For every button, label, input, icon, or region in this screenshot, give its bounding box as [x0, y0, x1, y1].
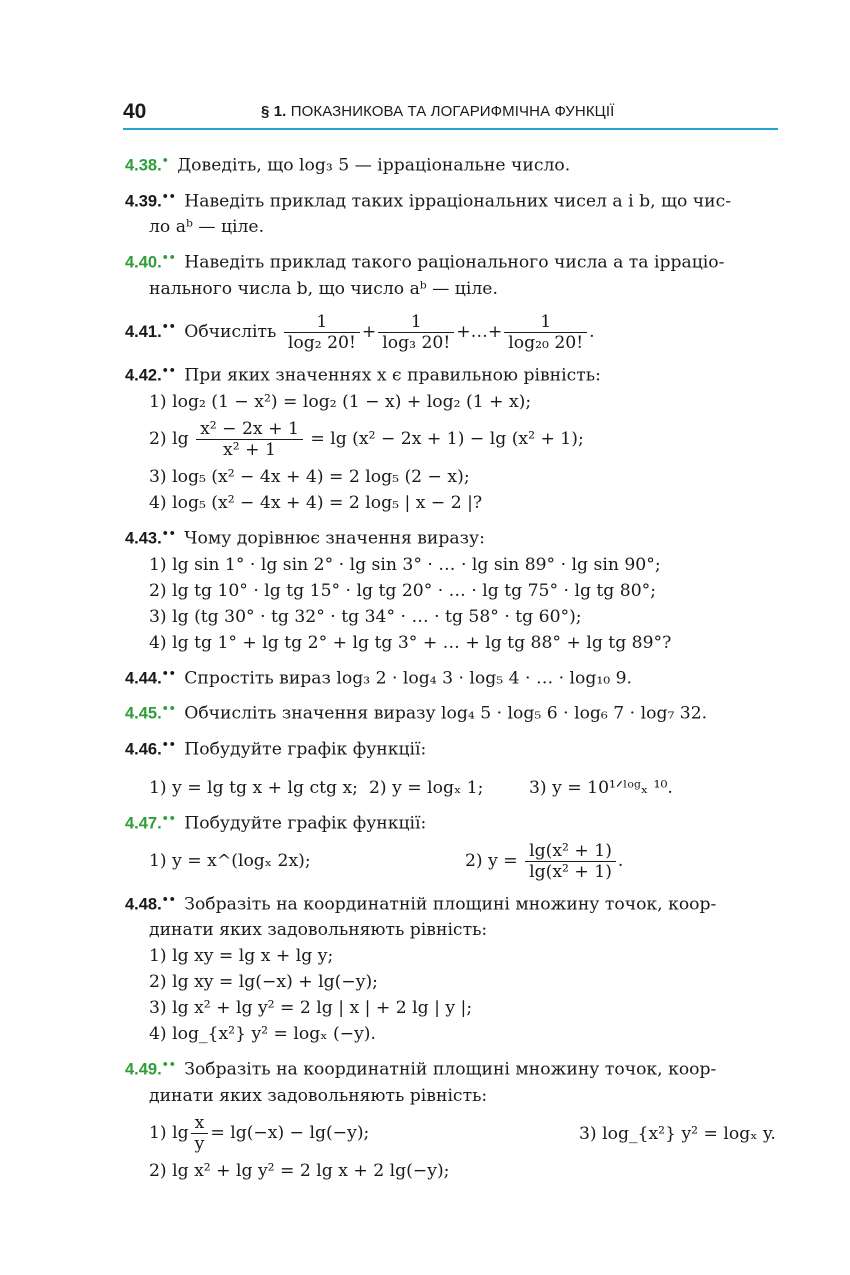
- section-number: § 1.: [261, 103, 287, 120]
- problem-number: 4.42.: [125, 366, 162, 385]
- difficulty-mark: ••: [161, 189, 176, 203]
- problem-number: 4.41.: [125, 323, 162, 342]
- problem-4-43: [125, 521, 777, 656]
- problem-number: 4.43.: [125, 529, 162, 548]
- problem-text-line2: динати яких задовольняють рівність:: [149, 920, 488, 941]
- item-3: 3) lg (tg 30° · tg 32° · tg 34° · … · tg 58° · tg 60°);: [149, 606, 582, 627]
- problems-list: [125, 148, 777, 1189]
- page-header: [123, 98, 778, 130]
- problem-text-line1: Наведіть приклад таких ірраціональних чисел a і b, що чис-: [184, 191, 732, 212]
- problem-4-49: [125, 1052, 777, 1184]
- problem-text: Доведіть, що log₃ 5 — ірраціональне число.: [177, 155, 571, 176]
- sum-ellipsis: +…+: [456, 322, 503, 343]
- difficulty-mark: ••: [161, 251, 176, 265]
- item-1: 1) y = lg tg x + lg ctg x;: [149, 777, 358, 798]
- difficulty-mark: ••: [161, 702, 176, 716]
- problem-4-40: [125, 245, 777, 302]
- problem-text: Обчисліть значення виразу log₄ 5 · log₅ 6 · log₆ 7 · log₇ 32.: [184, 704, 708, 725]
- problem-text-line1: Зобразіть на координатній площині множину точок, коор-: [184, 894, 717, 915]
- problem-4-41: 4.41.•• Обчисліть $\frac{1}{\text{log₂ 20!}}$ + $\frac{1}{\text{log₃ 20!}}$ +…+ $\frac{1}{\text{log₂₀ 20!}}$ .: [125, 312, 595, 354]
- item-1: 1) log₂ (1 − x²) = log₂ (1 − x) + log₂ (1 + x);: [149, 391, 532, 412]
- items-row: [125, 1113, 777, 1154]
- problem-text: Чому дорівнює значення виразу:: [184, 528, 485, 549]
- item-3: 3) log₅ (x² − 4x + 4) = 2 log₅ (2 − x);: [149, 466, 470, 487]
- item-3: 3) y = 10¹ᐟˡᵒᵍₓ ¹⁰.: [529, 777, 673, 798]
- item-2: 2) lg x² + lg y² = 2 lg x + 2 lg(−y);: [149, 1161, 450, 1182]
- items-row: [125, 775, 777, 801]
- difficulty-mark: ••: [161, 526, 176, 540]
- item-2: 2) lg $\frac{\text{x² − 2x + 1}}{\text{x² + 1}}$ = lg (x² − 2x + 1) − lg (x² + 1);: [149, 418, 584, 460]
- difficulty-mark: ••: [161, 1058, 176, 1072]
- item-3: 3) log_{x²} y² = logₓ y.: [579, 1123, 776, 1144]
- item-3: 3) lg x² + lg y² = 2 lg | x | + 2 lg | y |;: [149, 998, 473, 1019]
- item-4: 4) lg tg 1° + lg tg 2° + lg tg 3° + … + lg tg 88° + lg tg 89°?: [149, 632, 672, 653]
- difficulty-mark: ••: [161, 892, 176, 906]
- problem-4-47: [125, 806, 777, 882]
- fraction-2: $\frac{1}{\text{log₃ 20!}}$: [378, 312, 454, 353]
- problem-text-line2: динати яких задовольняють рівність:: [149, 1086, 488, 1107]
- header-rule: [123, 128, 778, 130]
- item-1: 1) y = x^(logₓ 2x);: [149, 851, 311, 872]
- problem-4-42: [125, 358, 777, 516]
- difficulty-mark: ••: [161, 738, 176, 752]
- problem-number: 4.48.: [125, 895, 162, 914]
- problem-text-line2: ло aᵇ — ціле.: [149, 217, 265, 238]
- problem-text-line1: Наведіть приклад такого раціонального числа a та ірраціо-: [184, 253, 725, 274]
- problem-4-46: [125, 732, 777, 801]
- fraction: $\frac{\text{lg(x² + 1)}}{\text{lg(x² + 1)}}$: [525, 841, 616, 882]
- item-2: 2) y = logₓ 1;: [369, 777, 484, 798]
- item-1: 1) lg $\frac{x}{y}$ = lg(−x) − lg(−y);: [149, 1113, 370, 1155]
- problem-text: Обчисліть: [184, 322, 277, 343]
- problem-text-line1: Зобразіть на координатній площині множину точок, коор-: [184, 1060, 717, 1081]
- fraction-3: $\frac{1}{\text{log₂₀ 20!}}$: [504, 312, 587, 353]
- problem-4-38: [125, 148, 777, 179]
- fraction: $\frac{\text{x² − 2x + 1}}{\text{x² + 1}}$: [196, 419, 303, 460]
- fraction-1: $\frac{1}{\text{log₂ 20!}}$: [284, 312, 360, 353]
- difficulty-mark: •: [161, 154, 169, 167]
- page-number: 40: [123, 100, 147, 123]
- problem-4-48: [125, 887, 777, 1048]
- problem-number: 4.46.: [125, 740, 162, 759]
- problem-number: 4.47.: [125, 814, 162, 833]
- section-title: ПОКАЗНИКОВА ТА ЛОГАРИФМІЧНА ФУНКЦІЇ: [290, 103, 615, 120]
- problem-4-45: [125, 696, 777, 727]
- problem-4-44: [125, 661, 777, 692]
- problem-number: 4.38.: [125, 156, 162, 175]
- running-title: [261, 103, 614, 120]
- item-1: 1) lg xy = lg x + lg y;: [149, 946, 334, 967]
- problem-number: 4.45.: [125, 705, 162, 724]
- fraction: $\frac{x}{y}$: [191, 1113, 209, 1154]
- item-2: 2) lg tg 10° · lg tg 15° · lg tg 20° · … · lg tg 75° · lg tg 80°;: [149, 580, 657, 601]
- item-4: 4) log₅ (x² − 4x + 4) = 2 log₅ | x − 2 |?: [149, 492, 483, 513]
- problem-text-line2: нального числа b, що число aᵇ — ціле.: [149, 279, 498, 300]
- difficulty-mark: ••: [161, 811, 176, 825]
- problem-number: 4.39.: [125, 192, 162, 211]
- problem-number: 4.49.: [125, 1061, 162, 1080]
- item-2: 2) lg xy = lg(−x) + lg(−y);: [149, 972, 378, 993]
- problem-text: Побудуйте графік функції:: [184, 813, 427, 834]
- difficulty-mark: ••: [161, 666, 176, 680]
- problem-text: При яких значеннях x є правильною рівність:: [184, 365, 601, 386]
- problem-number: 4.44.: [125, 669, 162, 688]
- item-1: 1) lg sin 1° · lg sin 2° · lg sin 3° · … · lg sin 89° · lg sin 90°;: [149, 554, 661, 575]
- difficulty-mark: ••: [161, 364, 176, 378]
- problem-text: Побудуйте графік функції:: [184, 739, 427, 760]
- item-2: 2) y = $\frac{\text{lg(x² + 1)}}{\text{lg(x² + 1)}}$ .: [465, 840, 624, 882]
- problem-text: Спростіть вираз log₃ 2 · log₄ 3 · log₅ 4 · … · log₁₀ 9.: [184, 668, 633, 689]
- difficulty-mark: ••: [161, 320, 176, 334]
- items-row: [125, 841, 777, 882]
- problem-4-39: [125, 184, 777, 241]
- problem-number: 4.40.: [125, 254, 162, 273]
- item-4: 4) log_{x²} y² = logₓ (−y).: [149, 1024, 376, 1045]
